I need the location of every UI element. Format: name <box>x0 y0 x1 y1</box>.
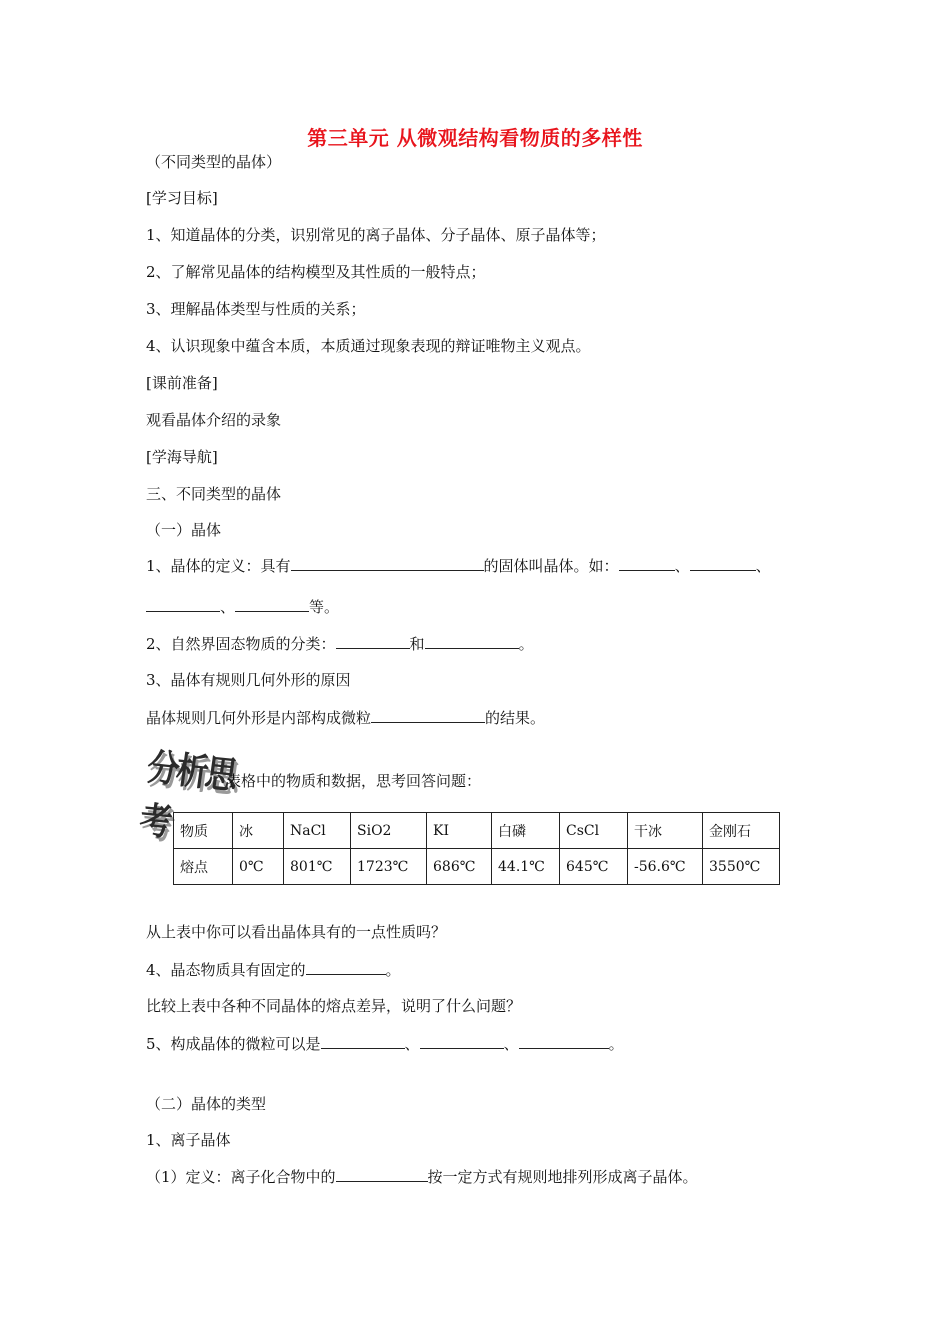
table-cell: KI <box>427 813 492 849</box>
question-3-answer <box>146 707 545 728</box>
prep-text: 观看晶体介绍的录象 <box>146 411 282 429</box>
objective-item: 3、理解晶体类型与性质的关系； <box>146 300 366 318</box>
answer-blank[interactable] <box>235 596 309 612</box>
question-1 <box>146 555 771 576</box>
question-text: 5、构成晶体的微粒可以是 <box>146 1035 321 1053</box>
question-text: 2、自然界固态物质的分类： <box>146 635 336 653</box>
answer-blank[interactable] <box>336 1166 428 1182</box>
question-text: 。 <box>385 961 401 979</box>
question-text: 比较上表中各种不同晶体的熔点差异，说明了什么问题？ <box>146 997 522 1015</box>
table-cell: 0℃ <box>233 849 284 885</box>
question-text: 。 <box>518 635 534 653</box>
question-text: 等。 <box>309 598 340 616</box>
answer-blank[interactable] <box>425 633 519 649</box>
table-cell: 金刚石 <box>703 813 780 849</box>
subsection-heading: （二）晶体的类型 <box>146 1095 267 1113</box>
table-row <box>174 813 780 849</box>
table-cell: NaCl <box>284 813 351 849</box>
guide-heading: [学海导航] <box>146 448 218 466</box>
answer-blank[interactable] <box>690 555 756 571</box>
answer-blank[interactable] <box>519 1033 609 1049</box>
question-text: 4、晶态物质具有固定的 <box>146 961 306 979</box>
question-text: 从上表中你可以看出晶体具有的一点性质吗？ <box>146 923 447 941</box>
analysis-logo-text: 分析思考 <box>136 744 238 845</box>
separator: 、 <box>674 557 690 575</box>
question-text: 和 <box>409 635 425 653</box>
table-cell: 熔点 <box>174 849 233 885</box>
table-cell: 645℃ <box>560 849 628 885</box>
table-cell: -56.6℃ <box>628 849 703 885</box>
objective-item: 1、知道晶体的分类，识别常见的离子晶体、分子晶体、原子晶体等； <box>146 226 606 244</box>
section-heading: 三、不同类型的晶体 <box>146 485 282 503</box>
objectives-heading: [学习目标] <box>146 189 218 207</box>
table-cell: SiO2 <box>351 813 427 849</box>
answer-blank[interactable] <box>146 596 220 612</box>
separator: 、 <box>503 1035 519 1053</box>
question-text: 的结果。 <box>485 709 546 727</box>
question-text: （1）定义：离子化合物中的 <box>146 1168 336 1186</box>
question-text: 按一定方式有规则地排列形成离子晶体。 <box>427 1168 698 1186</box>
table-row <box>174 849 780 885</box>
objective-item: 2、了解常见晶体的结构模型及其性质的一般特点； <box>146 263 486 281</box>
question-3: 3、晶体有规则几何外形的原因 <box>146 671 351 689</box>
question-text: 。 <box>608 1035 624 1053</box>
document-title: 第三单元 从微观结构看物质的多样性 <box>307 126 643 150</box>
separator: 、 <box>220 598 236 616</box>
table-cell: 干冰 <box>628 813 703 849</box>
analysis-prompt: 表格中的物质和数据，思考回答问题： <box>226 772 482 790</box>
objective-item: 4、认识现象中蕴含本质，本质通过现象表现的辩证唯物主义观点。 <box>146 337 591 355</box>
table-cell: 1723℃ <box>351 849 427 885</box>
question-4 <box>146 959 401 980</box>
answer-blank[interactable] <box>321 1033 405 1049</box>
answer-blank[interactable] <box>306 959 386 975</box>
definition <box>146 1166 698 1187</box>
answer-blank[interactable] <box>619 555 675 571</box>
question-text: 1、晶体的定义：具有 <box>146 557 291 575</box>
separator: 、 <box>404 1035 420 1053</box>
answer-blank[interactable] <box>420 1033 504 1049</box>
separator: 、 <box>755 557 771 575</box>
table-cell: 686℃ <box>427 849 492 885</box>
answer-blank[interactable] <box>336 633 410 649</box>
table-cell: 白磷 <box>492 813 560 849</box>
subsection-heading: （一）晶体 <box>146 521 222 539</box>
melting-point-table <box>173 812 780 885</box>
table-cell: 物质 <box>174 813 233 849</box>
question-text: 的固体叫晶体。如： <box>483 557 619 575</box>
answer-blank[interactable] <box>371 707 485 723</box>
table-cell: 3550℃ <box>703 849 780 885</box>
question-text: 晶体规则几何外形是内部构成微粒 <box>146 709 372 727</box>
table-cell: CsCl <box>560 813 628 849</box>
question-2 <box>146 633 534 654</box>
answer-blank[interactable] <box>291 555 484 571</box>
table-cell: 801℃ <box>284 849 351 885</box>
table-cell: 冰 <box>233 813 284 849</box>
prep-heading: [课前准备] <box>146 374 218 392</box>
question-5 <box>146 1033 624 1054</box>
table-cell: 44.1℃ <box>492 849 560 885</box>
document-subtitle: （不同类型的晶体） <box>146 153 282 171</box>
subsection-heading: 1、离子晶体 <box>146 1131 231 1149</box>
question-1-continued <box>146 596 339 617</box>
